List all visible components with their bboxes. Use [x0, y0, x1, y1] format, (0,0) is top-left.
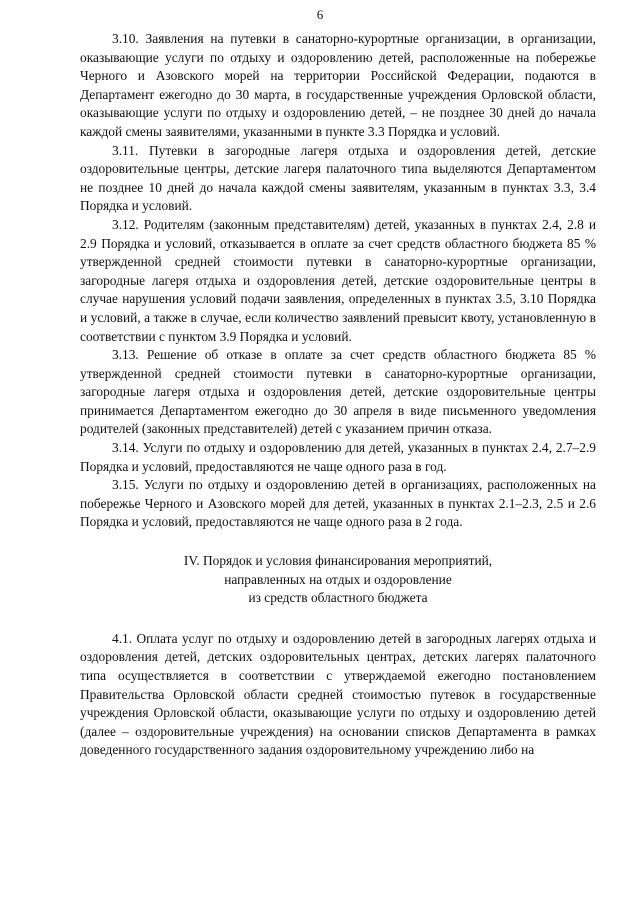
paragraph-3-10: 3.10. Заявления на путевки в санаторно-курортные организации, в организации, оказывающие услуги по отдыху и оздоровлению детей, расположенные на побережье Черного и Азовского морей на территории Российской Федерации, подаются в Департамент ежегодно до 30 марта, в государственные учреждения Орловской области, оказывающие услуги по отдыху и оздоровлению детей, – не позднее 30 дней до начала каждой смены заявителями, указанными в пункте 3.3 Порядка и условий.	[80, 31, 596, 139]
page-number: 6	[316, 7, 324, 22]
section-heading	[80, 552, 596, 608]
paragraph-3-15: 3.15. Услуги по отдыху и оздоровлению детей в организациях, расположенных на побережье Черного и Азовского морей для детей, указанных в пунктах 2.1–2.3, 2.5 и 2.6 Порядка и условий, предоставляются не чаще одного раза в 2 года.	[80, 477, 596, 530]
section-heading-line: IV. Порядок и условия финансирования мероприятий,	[183, 553, 493, 569]
paragraph-3-14: 3.14. Услуги по отдыху и оздоровлению для детей, указанных в пунктах 2.4, 2.7–2.9 Порядка и условий, предоставляются не чаще одного раза в год.	[80, 440, 596, 474]
paragraph-3-13: 3.13. Решение об отказе в оплате за счет средств областного бюджета 85 % утвержденной средней стоимости путевки в санаторно-курортные организации, загородные лагеря отдыха и оздоровления детей, детские оздоровительные центры принимается Департаментом ежегодно до 30 апреля в виде письменного уведомления родителей (законных представителей) детей с указанием причин отказа.	[80, 347, 596, 437]
document-body	[80, 30, 596, 760]
section-heading-line: направленных на отдых и оздоровление	[224, 571, 452, 587]
section-heading-line: из средств областного бюджета	[248, 590, 428, 606]
paragraph-3-12: 3.12. Родителям (законным представителям) детей, указанных в пунктах 2.4, 2.8 и 2.9 Порядка и условий, отказывается в оплате за счет средств областного бюджета 85 % утвержденной средней стоимости путевки в санаторно-курортные организации, загородные лагеря отдыха и оздоровления детей, детские оздоровительные центры в случае нарушения условий подачи заявления, определенных в пунктах 3.5, 3.10 Порядка и условий, а также в случае, если количество заявлений превысит квоту, установленную в соответствии с пунктом 3.9 Порядка и условий.	[80, 216, 596, 344]
paragraph-4-1: 4.1. Оплата услуг по отдыху и оздоровлению детей в загородных лагерях отдыха и оздоровления детей, детских оздоровительных центрах, детских лагерях палаточного типа осуществляется в соответствии с утверждаемой ежегодно постановлением Правительства Орловской области средней стоимостью путевок в государственные учреждения Орловской области, оказывающие услуги по отдыху и оздоровлению детей (далее – оздоровительные учреждения) на основании списков Департамента в рамках доведенного государственного задания оздоровительному учреждению либо на	[80, 630, 596, 758]
paragraph-3-11: 3.11. Путевки в загородные лагеря отдыха и оздоровления детей, детские оздоровительные центры, детские лагеря палаточного типа выделяются Департаментом не позднее 10 дней до начала каждой смены заявителям, указанным в пунктах 3.3, 3.4 Порядка и условий.	[80, 142, 596, 214]
